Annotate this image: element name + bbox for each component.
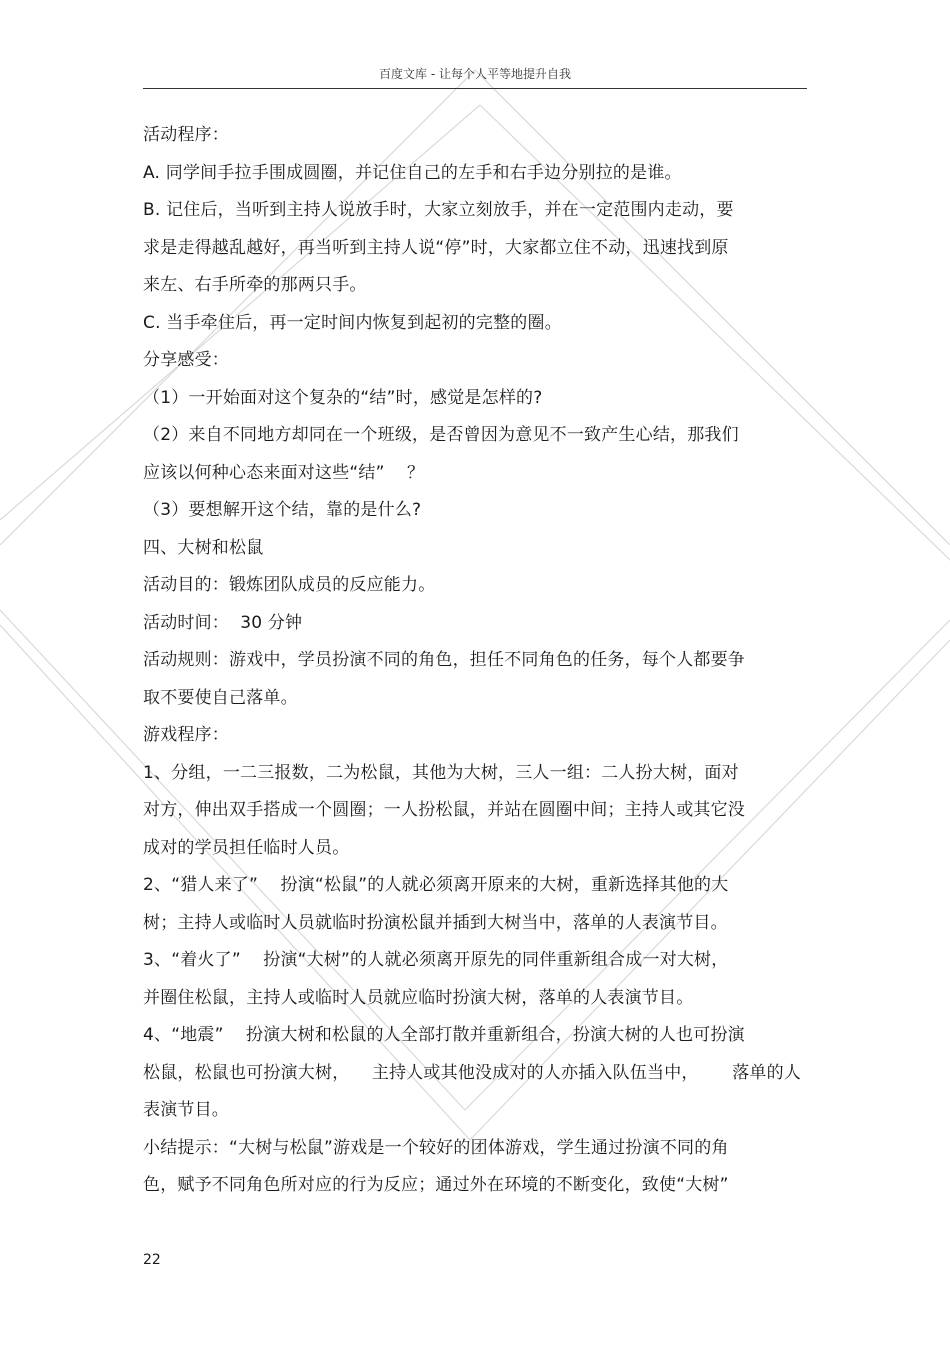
text-line: 1、分组，一二三报数，二为松鼠，其他为大树，三人一组：二人扮大树，面对 — [143, 762, 739, 783]
text-line: 活动目的：锻炼团队成员的反应能力。 — [143, 575, 436, 595]
text-line: 应该以何种心态来面对这些“结” ？ — [143, 462, 425, 483]
text-line: 取不要使自己落单。 — [143, 687, 298, 708]
header-text: 百度文库 - 让每个人平等地提升自我 — [379, 67, 571, 81]
text-line: 3、“着火了” 扮演“大树”的人就必须离开原先的同伴重新组合成一对大树， — [143, 950, 729, 970]
text-line: A. 同学间手拉手围成圆圈，并记住自己的左手和右手边分别拉的是谁。 — [143, 162, 682, 183]
page-number: 22 — [143, 1252, 161, 1268]
text-line: （1）一开始面对这个复杂的“结”时，感觉是怎样的? — [143, 387, 543, 408]
text-line: 活动程序： — [143, 125, 229, 145]
text-line: B. 记住后，当听到主持人说放手时，大家立刻放手，并在一定范围内走动，要 — [143, 200, 734, 220]
text-line: 分享感受： — [143, 350, 229, 370]
text-line: 松鼠，松鼠也可扮演大树， 主持人或其他没成对的人亦插入队伍当中， 落单的人 — [143, 1062, 802, 1083]
text-line: 对方，伸出双手搭成一个圆圈；一人扮松鼠，并站在圆圈中间；主持人或其它没 — [143, 800, 745, 820]
page-header — [143, 64, 807, 89]
text-line: 游戏程序： — [143, 725, 229, 745]
text-line: 成对的学员担任临时人员。 — [143, 837, 350, 858]
text-line: 4、“地震” 扮演大树和松鼠的人全部打散并重新组合，扮演大树的人也可扮演 — [143, 1025, 745, 1045]
text-line: 2、“猎人来了” 扮演“松鼠”的人就必须离开原来的大树，重新选择其他的大 — [143, 875, 729, 895]
text-line: 活动时间： 30 分钟 — [143, 612, 303, 633]
text-line: 活动规则：游戏中，学员扮演不同的角色，担任不同角色的任务，每个人都要争 — [143, 650, 745, 670]
text-line: C. 当手牵住后，再一定时间内恢复到起初的完整的圈。 — [143, 312, 562, 333]
text-line: 小结提示：“大树与松鼠”游戏是一个较好的团体游戏，学生通过扮演不同的角 — [143, 1137, 729, 1158]
text-line: 表演节目。 — [143, 1100, 229, 1120]
document-body — [143, 117, 807, 1205]
text-line: 来左、右手所牵的那两只手。 — [143, 275, 367, 295]
section-heading: 四、大树和松鼠 — [143, 537, 264, 558]
text-line: （3）要想解开这个结，靠的是什么? — [143, 500, 422, 520]
text-line: 求是走得越乱越好，再当听到主持人说“停”时，大家都立住不动，迅速找到原 — [143, 237, 729, 258]
text-line: 并圈住松鼠，主持人或临时人员就应临时扮演大树，落单的人表演节目。 — [143, 987, 694, 1008]
text-line: 色，赋予不同角色所对应的行为反应；通过外在环境的不断变化，致使“大树” — [143, 1175, 729, 1195]
text-line: 树；主持人或临时人员就临时扮演松鼠并插到大树当中，落单的人表演节目。 — [143, 912, 728, 933]
text-line: （2）来自不同地方却同在一个班级，是否曾因为意见不一致产生心结，那我们 — [143, 425, 739, 445]
